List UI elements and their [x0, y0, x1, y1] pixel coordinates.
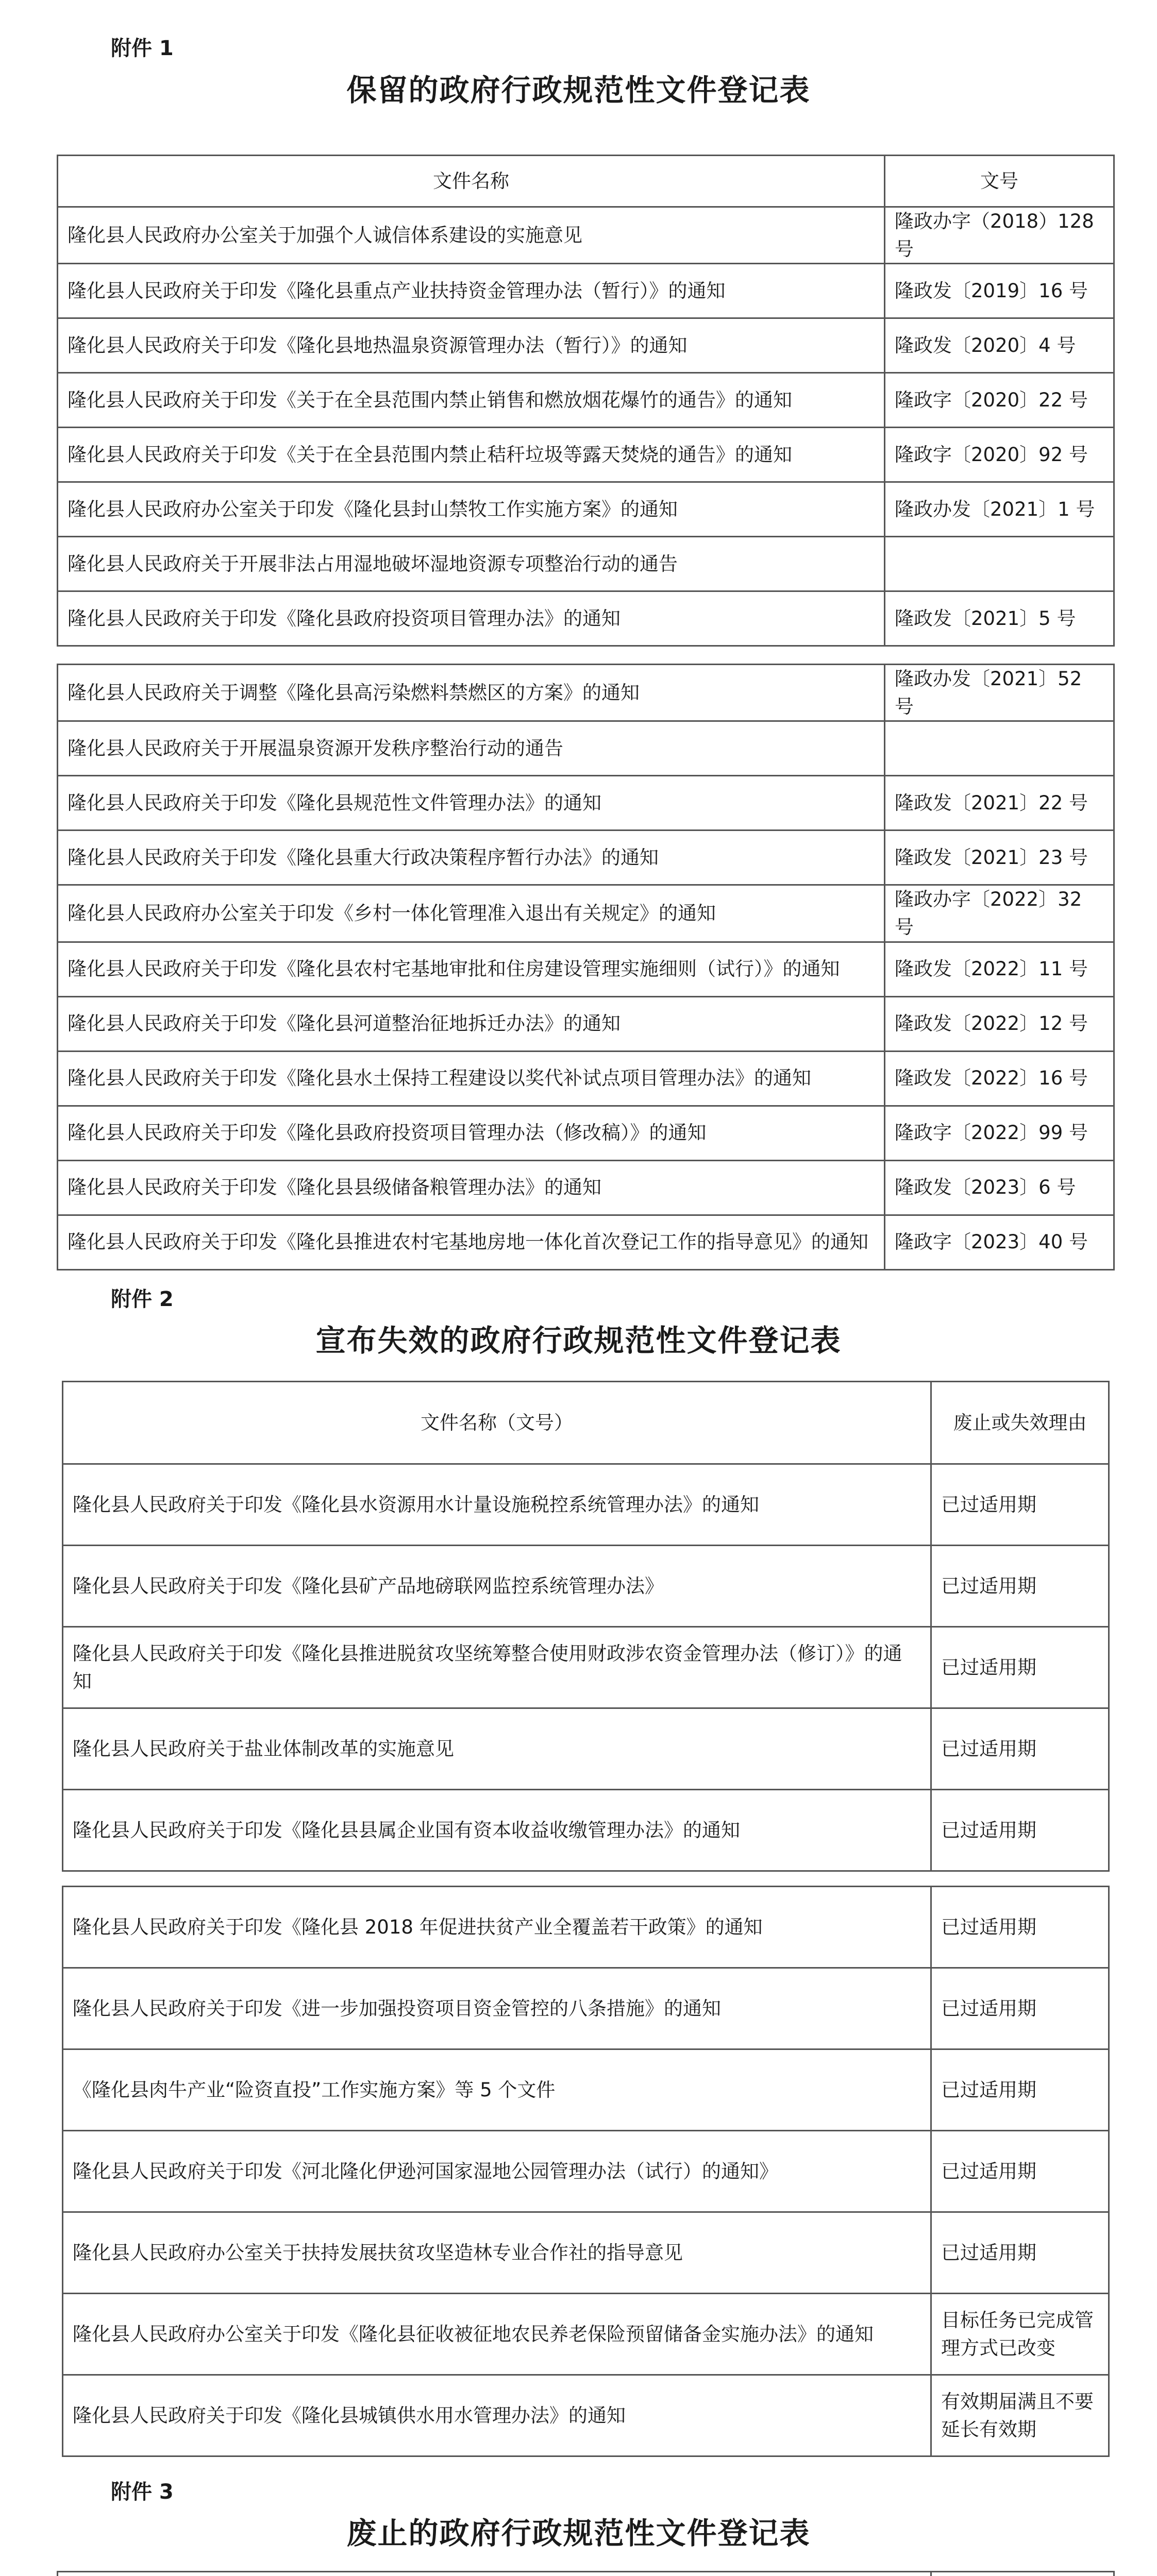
file-name-cell: 隆化县人民政府关于印发《隆化县重点产业扶持资金管理办法（暂行）》的通知 — [58, 264, 885, 318]
table-row — [63, 1546, 1109, 1627]
annex-1-table-part-1 — [57, 155, 1115, 647]
table-row — [63, 1887, 1109, 1968]
table-row — [58, 264, 1114, 318]
doc-number-cell: 隆政发〔2022〕11 号 — [885, 942, 1114, 996]
reason-cell: 已过适用期 — [931, 1464, 1109, 1546]
table-row — [63, 1968, 1109, 2049]
doc-number-cell: 隆政办发〔2021〕52 号 — [885, 665, 1114, 721]
table-row — [58, 537, 1114, 591]
annex-3-label: 附件 3 — [111, 2480, 174, 2504]
table-row — [58, 1106, 1114, 1160]
table-row — [63, 2049, 1109, 2131]
table-row — [58, 1215, 1114, 1269]
doc-number-cell: 隆政发〔2020〕4 号 — [885, 318, 1114, 373]
file-name-cell: 隆化县人民政府关于印发《关于在全县范围内禁止秸秆垃圾等露天焚烧的通告》的通知 — [58, 428, 885, 482]
file-name-cell: 隆化县人民政府关于印发《隆化县推进农村宅基地房地一体化首次登记工作的指导意见》的通知 — [58, 1215, 885, 1269]
table-row — [58, 942, 1114, 996]
table-row — [63, 2212, 1109, 2294]
table-row — [58, 428, 1114, 482]
file-name-cell: 隆化县人民政府关于印发《隆化县县级储备粮管理办法》的通知 — [58, 1160, 885, 1215]
file-name-cell: 隆化县人民政府关于开展非法占用湿地破坏湿地资源专项整治行动的通告 — [58, 537, 885, 591]
file-name-cell: 隆化县人民政府关于印发《隆化县地热温泉资源管理办法（暂行）》的通知 — [58, 318, 885, 373]
annex-2-table-part-2 — [62, 1886, 1110, 2457]
file-name-cell: 隆化县人民政府关于印发《隆化县重大行政决策程序暂行办法》的通知 — [58, 831, 885, 885]
table-row — [63, 2131, 1109, 2212]
col-header-reason: 废止或失效理由 — [931, 1382, 1109, 1464]
file-name-cell: 隆化县人民政府关于盐业体制改革的实施意见 — [63, 1708, 931, 1790]
annex-1-label: 附件 1 — [111, 37, 174, 60]
doc-number-cell: 隆政字〔2020〕22 号 — [885, 373, 1114, 428]
doc-number-cell — [885, 537, 1114, 591]
annex-3-title: 废止的政府行政规范性文件登记表 — [346, 2516, 811, 2551]
col-header-name: 文件名称 — [58, 156, 885, 207]
doc-number-cell: 隆政办字（2018）128 号 — [885, 207, 1114, 264]
doc-number-cell: 隆政字〔2022〕99 号 — [885, 1106, 1114, 1160]
file-name-cell: 隆化县人民政府关于印发《河北隆化伊逊河国家湿地公园管理办法（试行）的通知》 — [63, 2131, 931, 2212]
col-header-name-number: 文件名称（文号） — [63, 1382, 931, 1464]
file-name-cell: 《隆化县肉牛产业“险资直投”工作实施方案》等 5 个文件 — [63, 2049, 931, 2131]
table-row — [58, 207, 1114, 264]
table-row — [58, 885, 1114, 942]
file-name-cell: 隆化县人民政府办公室关于印发《隆化县征收被征地农民养老保险预留储备金实施办法》的通知 — [63, 2294, 931, 2375]
file-name-cell: 隆化县人民政府关于印发《关于在全县范围内禁止销售和燃放烟花爆竹的通告》的通知 — [58, 373, 885, 428]
reason-cell: 已过适用期 — [931, 2131, 1109, 2212]
annex-2-label: 附件 2 — [111, 1287, 174, 1311]
reason-cell: 已过适用期 — [931, 1887, 1109, 1968]
file-name-cell: 隆化县人民政府关于印发《隆化县县属企业国有资本收益收缴管理办法》的通知 — [63, 1790, 931, 1871]
doc-number-cell: 隆政发〔2023〕6 号 — [885, 1160, 1114, 1215]
table-header-row — [58, 156, 1114, 207]
doc-number-cell — [885, 721, 1114, 776]
file-name-cell: 隆化县人民政府关于印发《隆化县政府投资项目管理办法》的通知 — [58, 591, 885, 646]
file-name-cell: 隆化县人民政府关于开展温泉资源开发秩序整治行动的通告 — [58, 721, 885, 776]
file-name-cell: 隆化县人民政府关于印发《隆化县水资源用水计量设施税控系统管理办法》的通知 — [63, 1464, 931, 1546]
reason-cell: 目标任务已完成管理方式已改变 — [931, 2294, 1109, 2375]
file-name-cell: 隆化县人民政府办公室关于扶持发展扶贫攻坚造林专业合作社的指导意见 — [63, 2212, 931, 2294]
reason-cell: 已过适用期 — [931, 1790, 1109, 1871]
doc-number-cell: 隆政字〔2020〕92 号 — [885, 428, 1114, 482]
col-header-name-number — [58, 2572, 931, 2576]
table-header-row — [63, 1382, 1109, 1464]
file-name-cell: 隆化县人民政府关于印发《隆化县规范性文件管理办法》的通知 — [58, 776, 885, 831]
reason-cell: 已过适用期 — [931, 1708, 1109, 1790]
col-header-doc-number: 文号 — [885, 156, 1114, 207]
doc-number-cell: 隆政办发〔2021〕1 号 — [885, 482, 1114, 537]
file-name-cell: 隆化县人民政府关于印发《隆化县河道整治征地拆迁办法》的通知 — [58, 996, 885, 1051]
table-row — [63, 2294, 1109, 2375]
annex-1-table-part-2 — [57, 664, 1115, 1270]
reason-cell: 有效期届满且不要延长有效期 — [931, 2375, 1109, 2456]
table-row — [58, 996, 1114, 1051]
table-row — [63, 1708, 1109, 1790]
reason-cell: 已过适用期 — [931, 2049, 1109, 2131]
reason-cell: 已过适用期 — [931, 2212, 1109, 2294]
table-row — [58, 373, 1114, 428]
file-name-cell: 隆化县人民政府关于印发《隆化县城镇供水用水管理办法》的通知 — [63, 2375, 931, 2456]
table-row — [58, 776, 1114, 831]
file-name-cell: 隆化县人民政府关于印发《隆化县 2018 年促进扶贫产业全覆盖若干政策》的通知 — [63, 1887, 931, 1968]
table-row — [63, 2375, 1109, 2456]
file-name-cell: 隆化县人民政府办公室关于加强个人诚信体系建设的实施意见 — [58, 207, 885, 264]
doc-number-cell: 隆政发〔2021〕5 号 — [885, 591, 1114, 646]
file-name-cell: 隆化县人民政府关于印发《隆化县政府投资项目管理办法（修改稿）》的通知 — [58, 1106, 885, 1160]
col-header-reason — [931, 2572, 1114, 2576]
table-row — [63, 1790, 1109, 1871]
table-row — [58, 721, 1114, 776]
doc-number-cell: 隆政发〔2021〕22 号 — [885, 776, 1114, 831]
table-header-row — [58, 2572, 1114, 2576]
table-row — [63, 1464, 1109, 1546]
annex-3-table — [57, 2571, 1115, 2576]
file-name-cell: 隆化县人民政府关于印发《隆化县水土保持工程建设以奖代补试点项目管理办法》的通知 — [58, 1051, 885, 1106]
file-name-cell: 隆化县人民政府关于印发《隆化县矿产品地磅联网监控系统管理办法》 — [63, 1546, 931, 1627]
table-row — [58, 1160, 1114, 1215]
doc-number-cell: 隆政发〔2022〕16 号 — [885, 1051, 1114, 1106]
table-row — [58, 665, 1114, 721]
table-row — [58, 318, 1114, 373]
annex-2-title: 宣布失效的政府行政规范性文件登记表 — [315, 1323, 842, 1358]
reason-cell: 已过适用期 — [931, 1627, 1109, 1708]
file-name-cell: 隆化县人民政府关于调整《隆化县高污染燃料禁燃区的方案》的通知 — [58, 665, 885, 721]
reason-cell: 已过适用期 — [931, 1968, 1109, 2049]
reason-cell: 已过适用期 — [931, 1546, 1109, 1627]
file-name-cell: 隆化县人民政府关于印发《隆化县推进脱贫攻坚统筹整合使用财政涉农资金管理办法（修订）》的通知 — [63, 1627, 931, 1708]
file-name-cell: 隆化县人民政府办公室关于印发《乡村一体化管理准入退出有关规定》的通知 — [58, 885, 885, 942]
file-name-cell: 隆化县人民政府关于印发《进一步加强投资项目资金管控的八条措施》的通知 — [63, 1968, 931, 2049]
file-name-cell: 隆化县人民政府关于印发《隆化县农村宅基地审批和住房建设管理实施细则（试行）》的通知 — [58, 942, 885, 996]
annex-2-table-part-1 — [62, 1381, 1110, 1872]
doc-number-cell: 隆政字〔2023〕40 号 — [885, 1215, 1114, 1269]
table-row — [63, 1627, 1109, 1708]
table-row — [58, 591, 1114, 646]
doc-number-cell: 隆政办字〔2022〕32 号 — [885, 885, 1114, 942]
doc-number-cell: 隆政发〔2021〕23 号 — [885, 831, 1114, 885]
annex-1-title: 保留的政府行政规范性文件登记表 — [346, 73, 811, 108]
doc-number-cell: 隆政发〔2022〕12 号 — [885, 996, 1114, 1051]
table-row — [58, 482, 1114, 537]
table-row — [58, 1051, 1114, 1106]
file-name-cell: 隆化县人民政府办公室关于印发《隆化县封山禁牧工作实施方案》的通知 — [58, 482, 885, 537]
doc-number-cell: 隆政发〔2019〕16 号 — [885, 264, 1114, 318]
table-row — [58, 831, 1114, 885]
